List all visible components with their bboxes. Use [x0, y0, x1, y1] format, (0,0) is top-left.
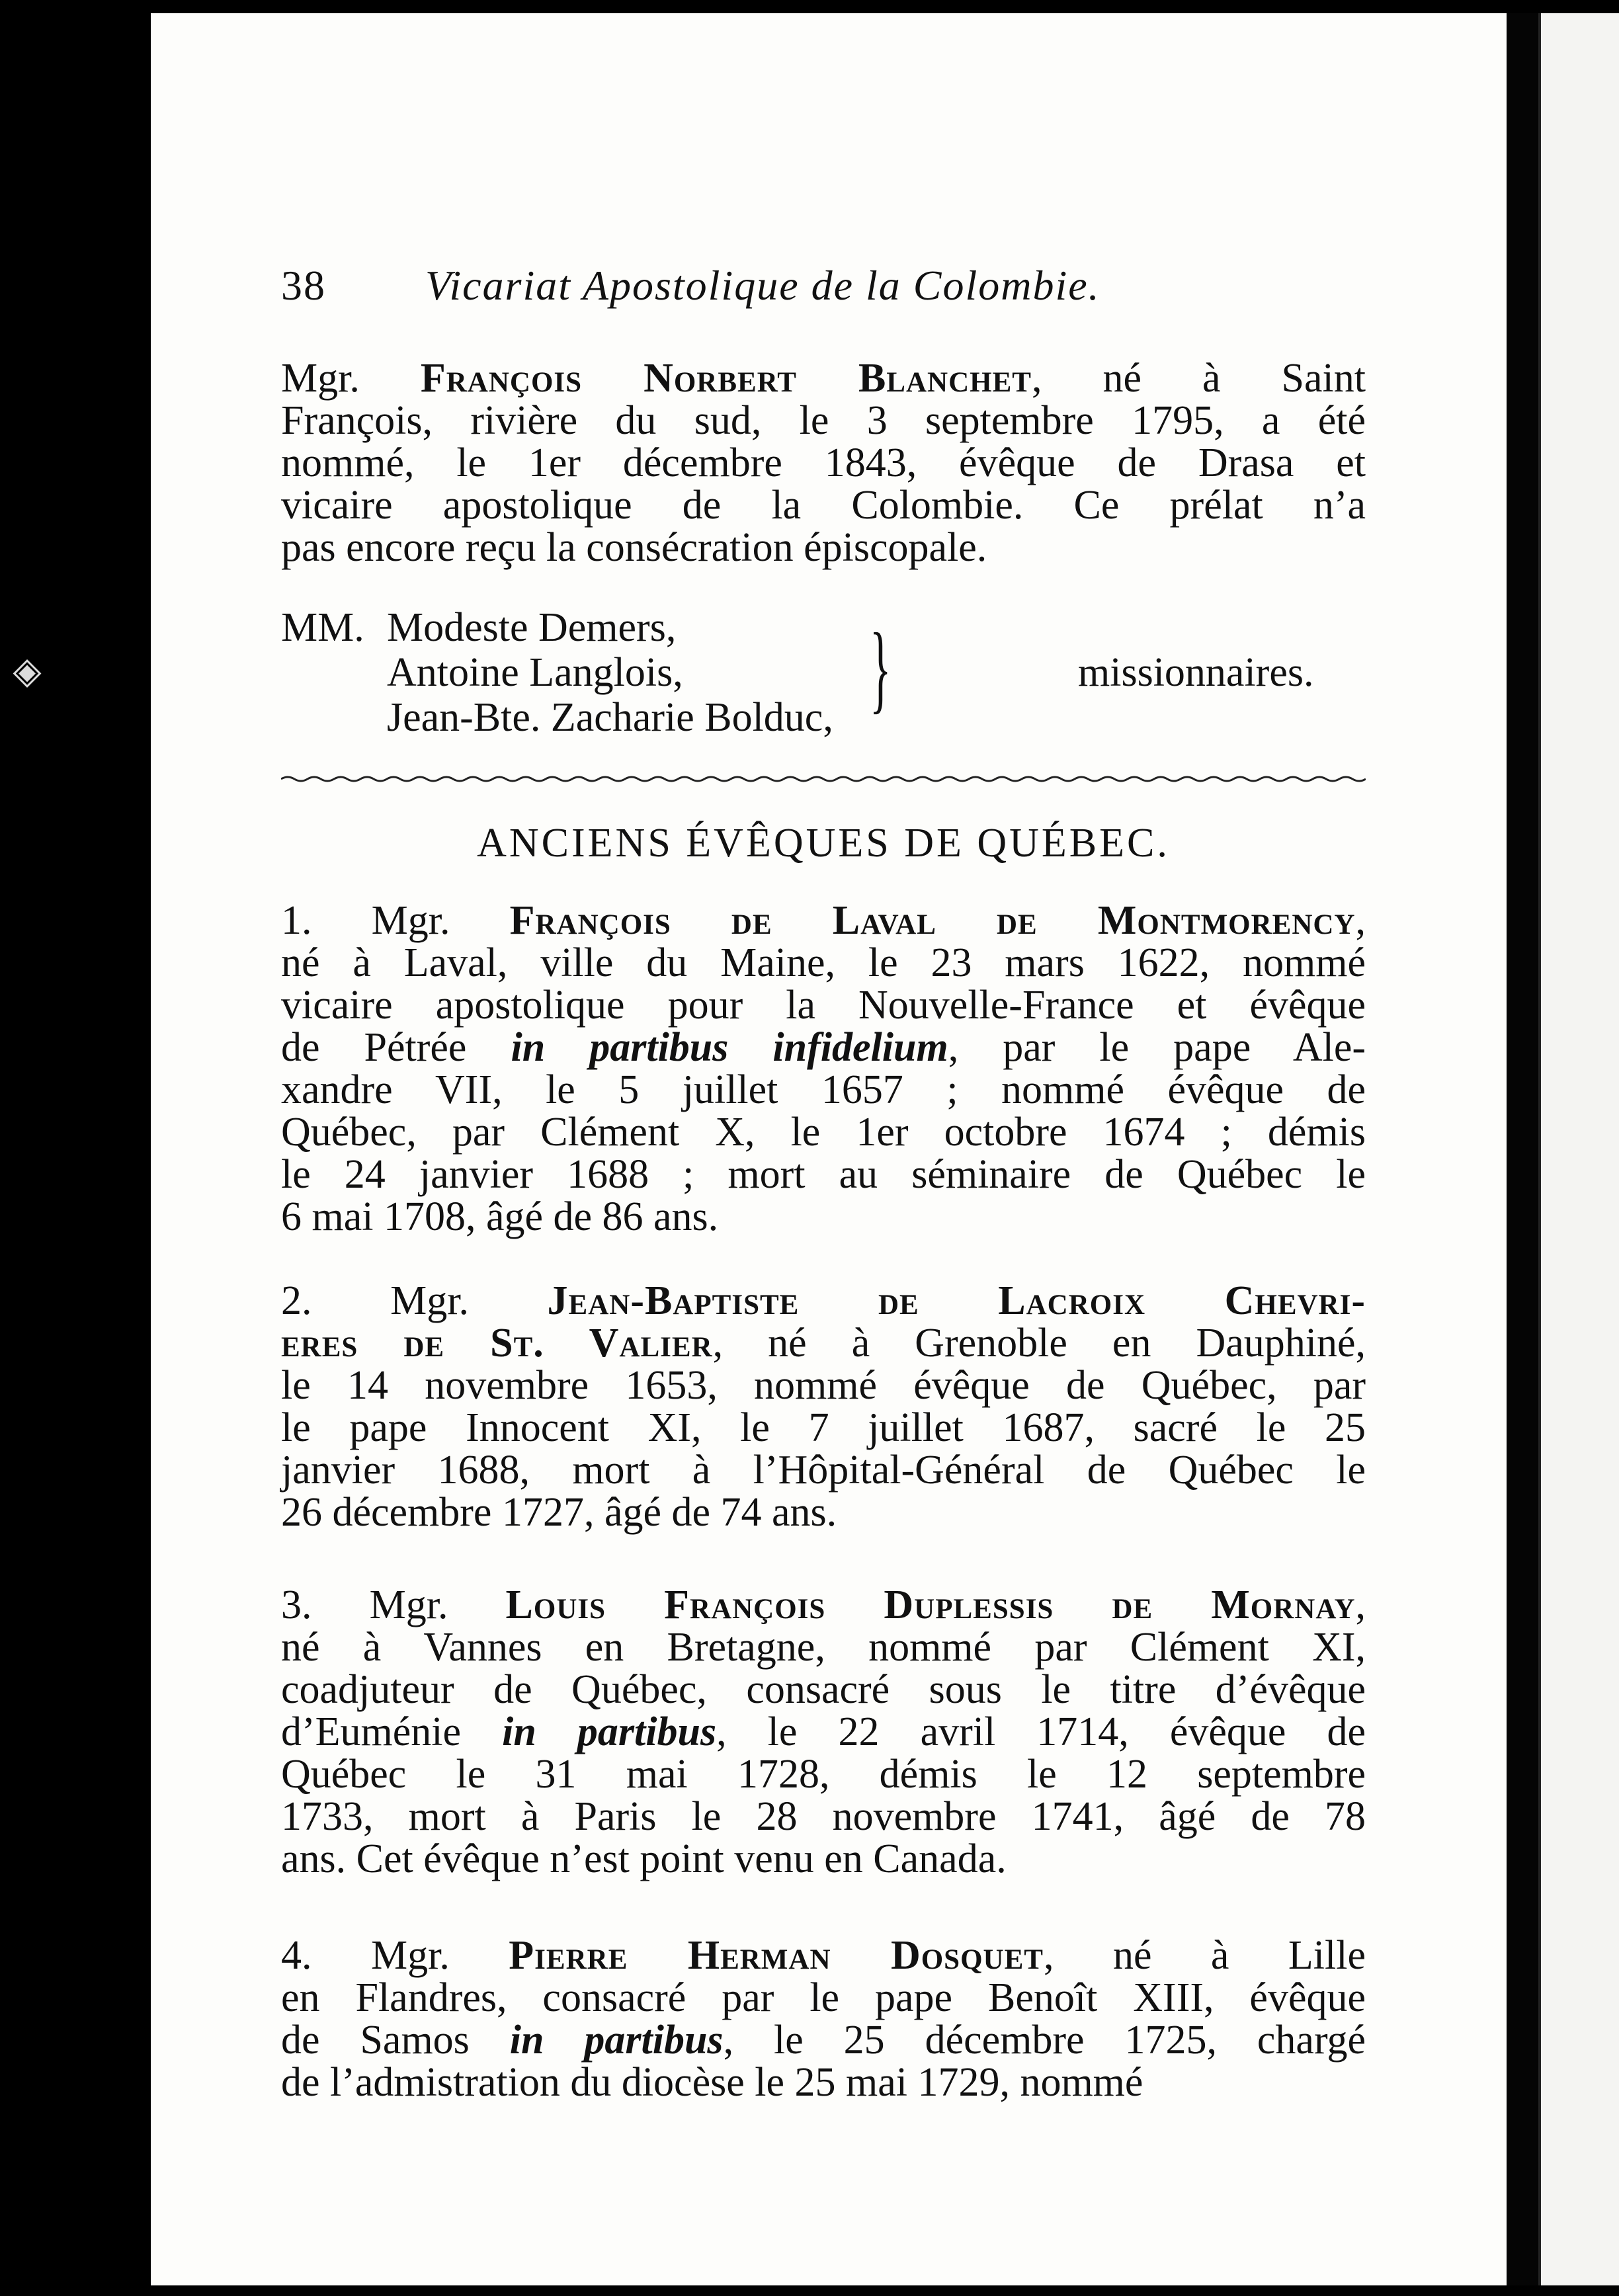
text-line [281, 984, 1366, 1026]
text-line [281, 1977, 1366, 2019]
missionary-name: Jean-Bte. Zacharie Bolduc, [387, 695, 833, 740]
line-suffix: , né à Grenoble en Dauphiné, [712, 1321, 1366, 1366]
bishop-name: Pierre Herman Dosquet [509, 1933, 1044, 1978]
text-line [281, 1711, 1366, 1753]
adjacent-page-edge [1538, 13, 1619, 2285]
bishop-entry-4 [281, 1934, 1366, 2104]
line-suffix: , né à Saint [1031, 356, 1366, 401]
latin-phrase: in partibus [509, 2018, 724, 2063]
bishop-entry-3 [281, 1584, 1366, 1880]
text-line [281, 1491, 1366, 1534]
missionaries-label: MM. [281, 605, 364, 650]
running-title: Vicariat Apostolique de la Colombie. [425, 262, 1100, 309]
bishop-name: eres de St. Valier [281, 1321, 713, 1366]
bishop-name: François de Laval de Montmorency [509, 898, 1356, 943]
line-prefix: 1. Mgr. [281, 898, 510, 943]
line-text: Québec le 31 mai 1728, démis le 12 septembre [281, 1752, 1366, 1797]
line-text: nommé, le 1er décembre 1843, évêque de Drasa et [281, 440, 1366, 485]
bishop-name: Jean-Baptiste de Lacroix Chevri- [547, 1278, 1366, 1323]
line-suffix: , né à Lille [1043, 1933, 1366, 1978]
text-line [281, 357, 1366, 399]
intro-paragraph [281, 357, 1366, 569]
line-text: le 14 novembre 1653, nommé évêque de Québec, par [281, 1363, 1366, 1408]
text-line [281, 1795, 1366, 1838]
missionary-name: Modeste Demers, [387, 605, 677, 650]
line-text: 6 mai 1708, âgé de 86 ans. [281, 1194, 719, 1239]
text-line [281, 1584, 1366, 1626]
text-line [281, 1934, 1366, 1977]
missionary-name: Antoine Langlois, [387, 650, 683, 695]
line-text: ans. Cet évêque n’est point venu en Canada. [281, 1836, 1007, 1881]
running-head [281, 261, 1273, 321]
line-suffix: , le 25 décembre 1725, chargé [723, 2018, 1366, 2063]
text-line [281, 942, 1366, 984]
text-line [281, 1026, 1366, 1069]
text-line [281, 484, 1366, 526]
line-text: 1733, mort à Paris le 28 novembre 1741, âgé de 78 [281, 1794, 1366, 1839]
text-line [281, 1069, 1366, 1111]
text-line [281, 2019, 1366, 2061]
line-prefix: Mgr. [281, 356, 421, 401]
text-line [281, 1838, 1366, 1880]
binding-mark-icon: ◈ [13, 651, 42, 692]
line-prefix: de Samos [281, 2018, 510, 2063]
missionary-names [387, 605, 833, 740]
line-text: vicaire apostolique pour la Nouvelle-France et évêque [281, 983, 1366, 1028]
text-line [281, 1626, 1366, 1668]
text-line [281, 1280, 1366, 1322]
line-text: de l’admistration du diocèse le 25 mai 1729, nommé [281, 2060, 1143, 2105]
text-line [281, 442, 1366, 484]
line-text: le 24 janvier 1688 ; mort au séminaire de Québec le [281, 1152, 1366, 1197]
line-suffix: , le 22 avril 1714, évêque de [716, 1709, 1366, 1754]
text-line [281, 399, 1366, 442]
latin-phrase: in partibus [502, 1709, 717, 1754]
line-text: janvier 1688, mort à l’Hôpital-Général de Québec le [281, 1448, 1366, 1493]
line-text: François, rivière du sud, le 3 septembre 1795, a été [281, 398, 1366, 443]
bishop-name: François Norbert Blanchet [420, 356, 1032, 401]
line-prefix: 3. Mgr. [281, 1582, 506, 1627]
line-prefix: 2. Mgr. [281, 1278, 548, 1323]
text-line [281, 526, 1366, 569]
text-line [281, 1322, 1366, 1364]
section-title: ANCIENS ÉVÊQUES DE QUÉBEC. [477, 821, 1170, 866]
line-suffix: , [1355, 898, 1366, 943]
latin-phrase: in partibus infidelium [511, 1025, 948, 1070]
text-line [281, 1407, 1366, 1449]
line-prefix: d’Euménie [281, 1709, 503, 1754]
wavy-divider [281, 774, 1366, 784]
line-prefix: de Pétrée [281, 1025, 511, 1070]
text-line [281, 1196, 1366, 1238]
text-line [281, 1364, 1366, 1407]
text-line [281, 1668, 1366, 1711]
text-line [281, 1111, 1366, 1153]
text-line [281, 899, 1366, 942]
line-text: né à Vannes en Bretagne, nommé par Clément XI, [281, 1625, 1366, 1670]
text-line [281, 2061, 1366, 2104]
line-suffix: , par le pape Ale- [948, 1025, 1366, 1070]
page-number: 38 [281, 262, 326, 309]
line-text: 26 décembre 1727, âgé de 74 ans. [281, 1490, 837, 1535]
bishop-entry-2 [281, 1280, 1366, 1534]
missionaries-list [281, 605, 1366, 757]
text-line [281, 1753, 1366, 1795]
line-text: coadjuteur de Québec, consacré sous le titre d’évêque [281, 1667, 1366, 1712]
line-suffix: , [1355, 1582, 1366, 1627]
missionaries-role: missionnaires. [1078, 650, 1314, 695]
bishop-entry-1 [281, 899, 1366, 1238]
text-line [281, 1153, 1366, 1196]
line-text: le pape Innocent XI, le 7 juillet 1687, sacré le 25 [281, 1405, 1366, 1450]
line-text: vicaire apostolique de la Colombie. Ce prélat n’a [281, 483, 1366, 528]
brace-icon: } [870, 613, 892, 723]
bishop-name: Louis François Duplessis de Mornay [505, 1582, 1356, 1627]
line-text: en Flandres, consacré par le pape Benoît XIII, évêque [281, 1975, 1366, 2020]
line-text: né à Laval, ville du Maine, le 23 mars 1622, nommé [281, 940, 1366, 985]
line-text: xandre VII, le 5 juillet 1657 ; nommé évêque de [281, 1067, 1366, 1112]
text-line [281, 1449, 1366, 1491]
line-prefix: 4. Mgr. [281, 1933, 509, 1978]
line-text: pas encore reçu la consécration épiscopale. [281, 525, 987, 570]
line-text: Québec, par Clément X, le 1er octobre 1674 ; démis [281, 1110, 1366, 1155]
page-gutter-shadow [1507, 13, 1538, 2285]
